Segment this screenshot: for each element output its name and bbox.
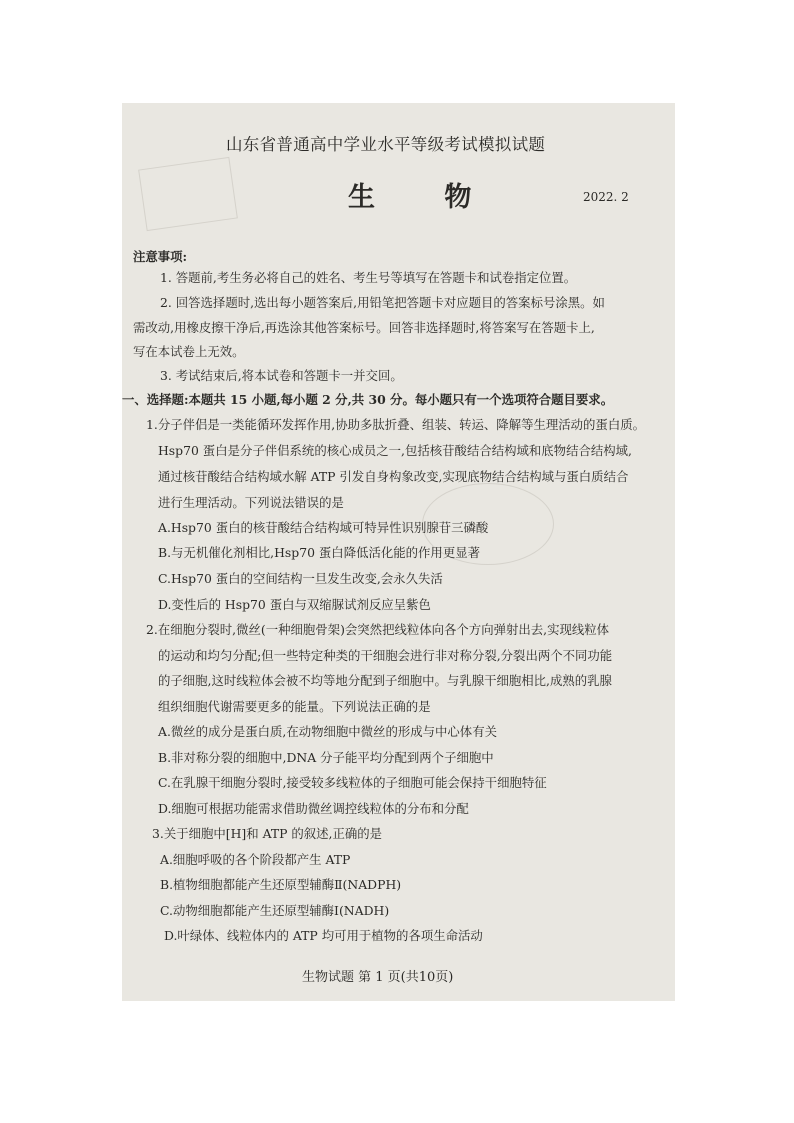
question-stem: 进行生理活动。下列说法错误的是 <box>158 495 344 510</box>
answer-option: A.微丝的成分是蛋白质,在动物细胞中微丝的形成与中心体有关 <box>158 724 497 739</box>
question-stem: 2.在细胞分裂时,微丝(一种细胞骨架)会突然把线粒体向各个方向弹射出去,实现线粒体 <box>146 622 610 637</box>
question-stem: Hsp70 蛋白是分子伴侣系统的核心成员之一,包括核苷酸结合结构域和底物结合结构域, <box>158 443 632 458</box>
answer-option: B.非对称分裂的细胞中,DNA 分子能平均分配到两个子细胞中 <box>158 750 494 765</box>
notice-item: 3. 考试结束后,将本试卷和答题卡一并交回。 <box>160 368 403 383</box>
notice-item: 1. 答题前,考生务必将自己的姓名、考生号等填写在答题卡和试卷指定位置。 <box>160 270 577 285</box>
question-stem: 组织细胞代谢需要更多的能量。下列说法正确的是 <box>158 699 431 714</box>
question-stem: 通过核苷酸结合结构域水解 ATP 引发自身构象改变,实现底物结合结构域与蛋白质结合 <box>158 469 629 484</box>
bleed-through-diagram <box>138 157 238 231</box>
question-stem: 1.分子伴侣是一类能循环发挥作用,协助多肽折叠、组装、转运、降解等生理活动的蛋白质。 <box>146 417 645 432</box>
answer-option: B.植物细胞都能产生还原型辅酶Ⅱ(NADPH) <box>160 877 402 892</box>
answer-option: C.Hsp70 蛋白的空间结构一旦发生改变,会永久失活 <box>158 571 443 586</box>
question-stem: 的运动和均匀分配;但一些特定种类的干细胞会进行非对称分裂,分裂出两个不同功能 <box>158 648 613 663</box>
exam-page <box>122 103 675 1001</box>
section-heading: 一、选择题:本题共 15 小题,每小题 2 分,共 30 分。每小题只有一个选项符合题目要求。 <box>122 392 614 407</box>
exam-date: 2022. 2 <box>583 190 629 204</box>
notice-item: 2. 回答选择题时,选出每小题答案后,用铅笔把答题卡对应题目的答案标号涂黑。如 <box>160 295 605 310</box>
answer-option: A.细胞呼吸的各个阶段都产生 ATP <box>160 852 351 867</box>
question-stem: 3.关于细胞中[H]和 ATP 的叙述,正确的是 <box>152 826 383 841</box>
subject-title: 生 物 <box>348 182 502 213</box>
question-stem: 的子细胞,这时线粒体会被不均等地分配到子细胞中。与乳腺干细胞相比,成熟的乳腺 <box>158 673 612 688</box>
answer-option: D.变性后的 Hsp70 蛋白与双缩脲试剂反应呈紫色 <box>158 597 431 612</box>
notice-item: 写在本试卷上无效。 <box>133 344 245 359</box>
exam-title: 山东省普通高中学业水平等级考试模拟试题 <box>226 135 546 154</box>
answer-option: C.动物细胞都能产生还原型辅酶Ⅰ(NADH) <box>160 903 390 918</box>
answer-option: C.在乳腺干细胞分裂时,接受较多线粒体的子细胞可能会保持干细胞特征 <box>158 775 547 790</box>
page-footer: 生物试题 第 1 页(共10页) <box>302 970 454 985</box>
answer-option: D.细胞可根据功能需求借助微丝调控线粒体的分布和分配 <box>158 801 469 816</box>
answer-option: A.Hsp70 蛋白的核苷酸结合结构域可特异性识别腺苷三磷酸 <box>158 520 489 535</box>
answer-option: D.叶绿体、线粒体内的 ATP 均可用于植物的各项生命活动 <box>164 928 483 943</box>
notice-item: 需改动,用橡皮擦干净后,再选涂其他答案标号。回答非选择题时,将答案写在答题卡上, <box>133 320 595 335</box>
notice-heading: 注意事项: <box>133 249 188 264</box>
answer-option: B.与无机催化剂相比,Hsp70 蛋白降低活化能的作用更显著 <box>158 545 480 560</box>
